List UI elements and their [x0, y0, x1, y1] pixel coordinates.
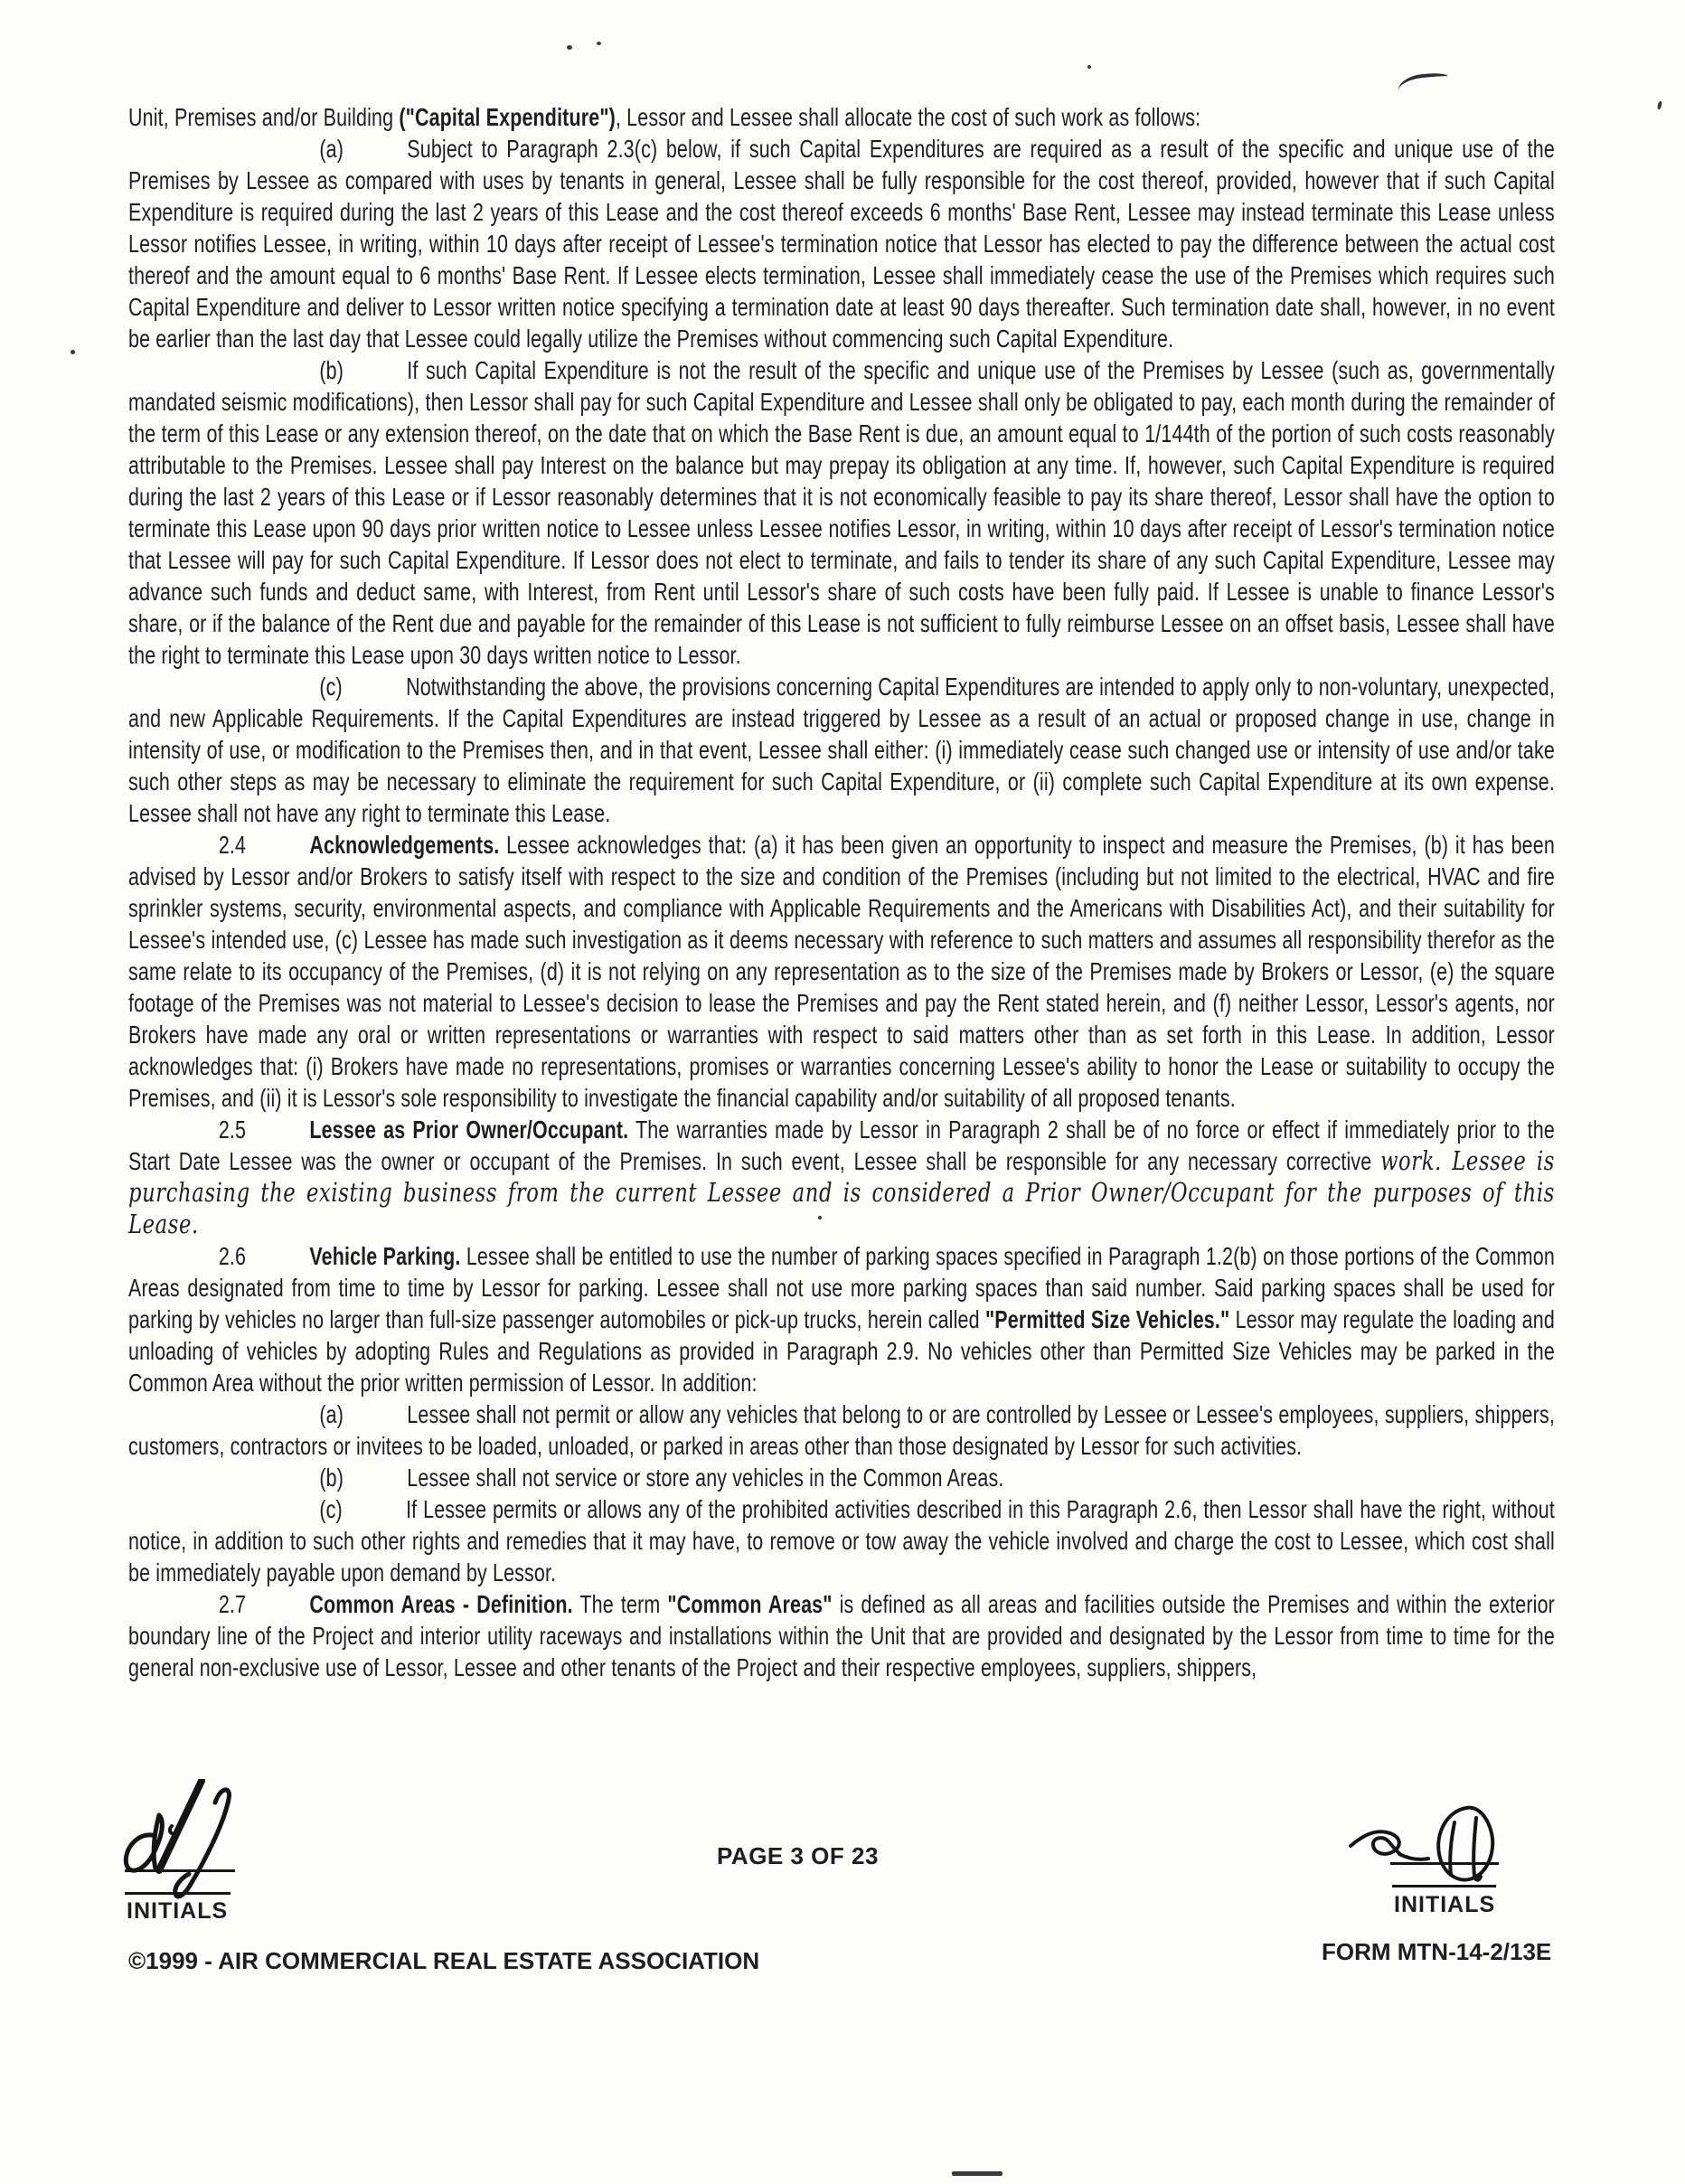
- paragraph-label: 2.6: [218, 1242, 247, 1270]
- paragraph: [128, 1588, 1555, 1683]
- text-run: If Lessee permits or allows any of the prohibited activities described in this Paragraph 2.6, then Lessor shall have the right, without notice, in addition to such other rights and remedies that it may have, to remove or tow away the vehicle involved and charge the cost to Lessee, which cost shall be immediately payable upon demand by Lessor.: [128, 1495, 1555, 1586]
- text-run: Acknowledgements.: [309, 831, 500, 859]
- scan-artifact: [71, 350, 75, 354]
- paragraph: [128, 671, 1555, 829]
- paragraph: [128, 133, 1555, 354]
- initials-signature-left: [118, 1779, 244, 1906]
- text-run: Lessee shall be entitled to use the number of parking spaces specified in Paragraph 1.2(b) on those portions of the Common Areas designated from time to time by Lessor for parking. Lessee shall not use more parking spaces than said number. Said parking spaces shall be used for parking by vehicles no larger than full-size passenger automobiles or pick-up trucks, herein called: [128, 1242, 1555, 1333]
- paragraph-label: (c): [319, 1495, 343, 1523]
- text-run: The term: [572, 1590, 668, 1618]
- handwritten-text-run: work. Lessee is purchasing the existing business from the current Lessee and is considered a Prior Owner/Occupant for the purposes of this Lease.: [128, 1145, 1555, 1239]
- text-run: , Lessor and Lessee shall allocate the cost of such work as follows:: [615, 103, 1201, 131]
- initials-label-right: INITIALS: [1394, 1892, 1496, 1917]
- text-run: The warranties made by Lessor in Paragraph 2 shall be of no force or effect if immediately prior to the Start Date Lessee was the owner or occupant of the Premises. In such event, Lessee shall be responsible for any necessary corrective: [128, 1116, 1555, 1175]
- paragraph-label: (b): [319, 1464, 344, 1492]
- form-number-label: FORM MTN-14-2/13E: [1322, 1938, 1552, 1965]
- scan-artifact: [1397, 71, 1448, 91]
- scan-artifact: [818, 1216, 822, 1219]
- paragraph-label: (c): [319, 673, 343, 701]
- paragraph: [128, 1493, 1555, 1588]
- paragraph: [128, 1398, 1555, 1462]
- scan-artifact: [1657, 101, 1662, 110]
- text-run: Lessee as Prior Owner/Occupant.: [309, 1116, 629, 1144]
- paragraph-label: (b): [319, 356, 344, 384]
- text-run: Lessee acknowledges that: (a) it has been given an opportunity to inspect and measure the Premises, (b) it has been advised by Lessor and/or Brokers to satisfy itself with respect to the size and condition of the Premises (including but not limited to the electrical, HVAC and fire sprinkler systems, security, environmental aspects, and compliance with Applicable Requirements and the Americans with Disabilities Act), and their suitability for Lessee's intended use, (c) Lessee has made such investigation as it deems necessary with reference to such matters and assumes all responsibility therefor as the same relate to its occupancy of the Premises, (d) it is not relying on any representation as to the size of the Premises made by Brokers or Lessor, (e) the square footage of the Premises was not material to Lessee's decision to lease the Premises and pay the Rent stated herein, and (f) neither Lessor, Lessor's agents, nor Brokers have made any oral or written representations or warranties with respect to said matters other than as set forth in this Lease. In addition, Lessor acknowledges that: (i) Brokers have made no representations, promises or warranties concerning Lessee's ability to honor the Lease or suitability to occupy the Premises, and (ii) it is Lessor's sole responsibility to investigate the financial capability and/or suitability of all proposed tenants.: [128, 831, 1555, 1112]
- copyright-notice: ©1999 - AIR COMMERCIAL REAL ESTATE ASSOCIATION: [128, 1947, 760, 1974]
- paragraph: [128, 1240, 1555, 1398]
- paragraph-label: (a): [319, 135, 344, 163]
- page-number-label: PAGE 3 OF 23: [717, 1842, 879, 1869]
- paragraph-label: 2.7: [218, 1590, 247, 1618]
- scan-artifact: [567, 45, 572, 50]
- text-run: If such Capital Expenditure is not the result of the specific and unique use of the Premises by Lessee (such as, governmentally mandated seismic modifications), then Lessor shall pay for such Capital Expenditure and Lessee shall only be obligated to pay, each month during the remainder of the term of this Lease or any extension thereof, on the date that on which the Base Rent is due, an amount equal to 1/144th of the portion of such costs reasonably attributable to the Premises. Lessee shall pay Interest on the balance but may prepay its obligation at any time. If, however, such Capital Expenditure is required during the last 2 years of this Lease or if Lessor reasonably determines that it is not economically feasible to pay its share thereof, Lessor shall have the option to terminate this Lease upon 90 days prior written notice to Lessee unless Lessee notifies Lessor, in writing, within 10 days after receipt of Lessor's termination notice that Lessee will pay for such Capital Expenditure. If Lessor does not elect to terminate, and fails to tender its share of any such Capital Expenditure, Lessee may advance such funds and deduct same, with Interest, from Rent until Lessor's share of such costs have been fully paid. If Lessee is unable to finance Lessor's share, or if the balance of the Rent due and payable for the remainder of this Lease is not sufficient to fully reimburse Lessee on an offset basis, Lessee shall have the right to terminate this Lease upon 30 days written notice to Lessor.: [128, 356, 1555, 669]
- scan-artifact: [952, 2171, 1003, 2176]
- text-run: "Common Areas": [667, 1590, 833, 1618]
- initials-label-left: INITIALS: [127, 1898, 229, 1924]
- text-run: "Permitted Size Vehicles.": [984, 1305, 1230, 1333]
- paragraph: [128, 829, 1555, 1114]
- text-run: is defined as all areas and facilities outside the Premises and within the exterior boundary line of the Project and interior utility raceways and installations within the Unit that are provided and designated by the Lessor from time to time for the general non-exclusive use of Lessor, Lessee and other tenants of the Project and their respective employees, suppliers, shippers,: [128, 1590, 1555, 1681]
- text-run: Notwithstanding the above, the provisions concerning Capital Expenditures are intended to apply only to non-voluntary, unexpected, and new Applicable Requirements. If the Capital Expenditures are instead triggered by Lessee as a result of an actual or proposed change in use, change in intensity of use, or modification to the Premises then, and in that event, Lessee shall either: (i) immediately cease such changed use or intensity of use and/or take such other steps as may be necessary to eliminate the requirement for such Capital Expenditure, or (ii) complete such Capital Expenditure at its own expense. Lessee shall not have any right to terminate this Lease.: [128, 673, 1555, 827]
- text-run: Common Areas - Definition.: [309, 1590, 573, 1618]
- paragraph-label: (a): [319, 1400, 344, 1428]
- text-run: Subject to Paragraph 2.3(c) below, if such Capital Expenditures are required as a result of the specific and unique use of the Premises by Lessee as compared with uses by tenants in general, Lessee shall be fully responsible for the cost thereof, provided, however that if such Capital Expenditure is required during the last 2 years of this Lease and the cost thereof exceeds 6 months' Base Rent, Lessee may instead terminate this Lease unless Lessor notifies Lessee, in writing, within 10 days after receipt of Lessee's termination notice that Lessor has elected to pay the difference between the actual cost thereof and the amount equal to 6 months' Base Rent. If Lessee elects termination, Lessee shall immediately cease the use of the Premises which requires such Capital Expenditure and deliver to Lessor written notice specifying a termination date at least 90 days thereafter. Such termination date shall, however, in no event be earlier than the last day that Lessee could legally utilize the Premises without commencing such Capital Expenditure.: [128, 135, 1555, 353]
- text-run: Vehicle Parking.: [309, 1242, 461, 1270]
- text-run: ("Capital Expenditure"): [399, 103, 616, 131]
- paragraph: [128, 101, 1555, 133]
- initials-signature-right: [1347, 1803, 1510, 1893]
- text-run: Lessor may regulate the loading and unloading of vehicles by adopting Rules and Regulations as provided in Paragraph 2.9. No vehicles other than Permitted Size Vehicles may be parked in the Common Area without the prior written permission of Lessor. In addition:: [128, 1305, 1555, 1397]
- text-run: Lessee shall not permit or allow any vehicles that belong to or are controlled by Lessee or Lessee's employees, suppliers, shippers, customers, contractors or invitees to be loaded, unloaded, or parked in areas other than those designated by Lessor for such activities.: [128, 1400, 1555, 1460]
- scan-artifact: [1087, 65, 1091, 69]
- paragraph: [128, 1114, 1555, 1240]
- text-run: Lessee shall not service or store any vehicles in the Common Areas.: [407, 1464, 1004, 1492]
- scan-artifact: [597, 42, 601, 45]
- document-body: [128, 101, 1555, 1683]
- paragraph-label: 2.5: [218, 1116, 247, 1144]
- text-run: Unit, Premises and/or Building: [128, 103, 400, 131]
- paragraph: [128, 1462, 1555, 1493]
- paragraph-label: 2.4: [218, 831, 247, 859]
- paragraph: [128, 354, 1555, 671]
